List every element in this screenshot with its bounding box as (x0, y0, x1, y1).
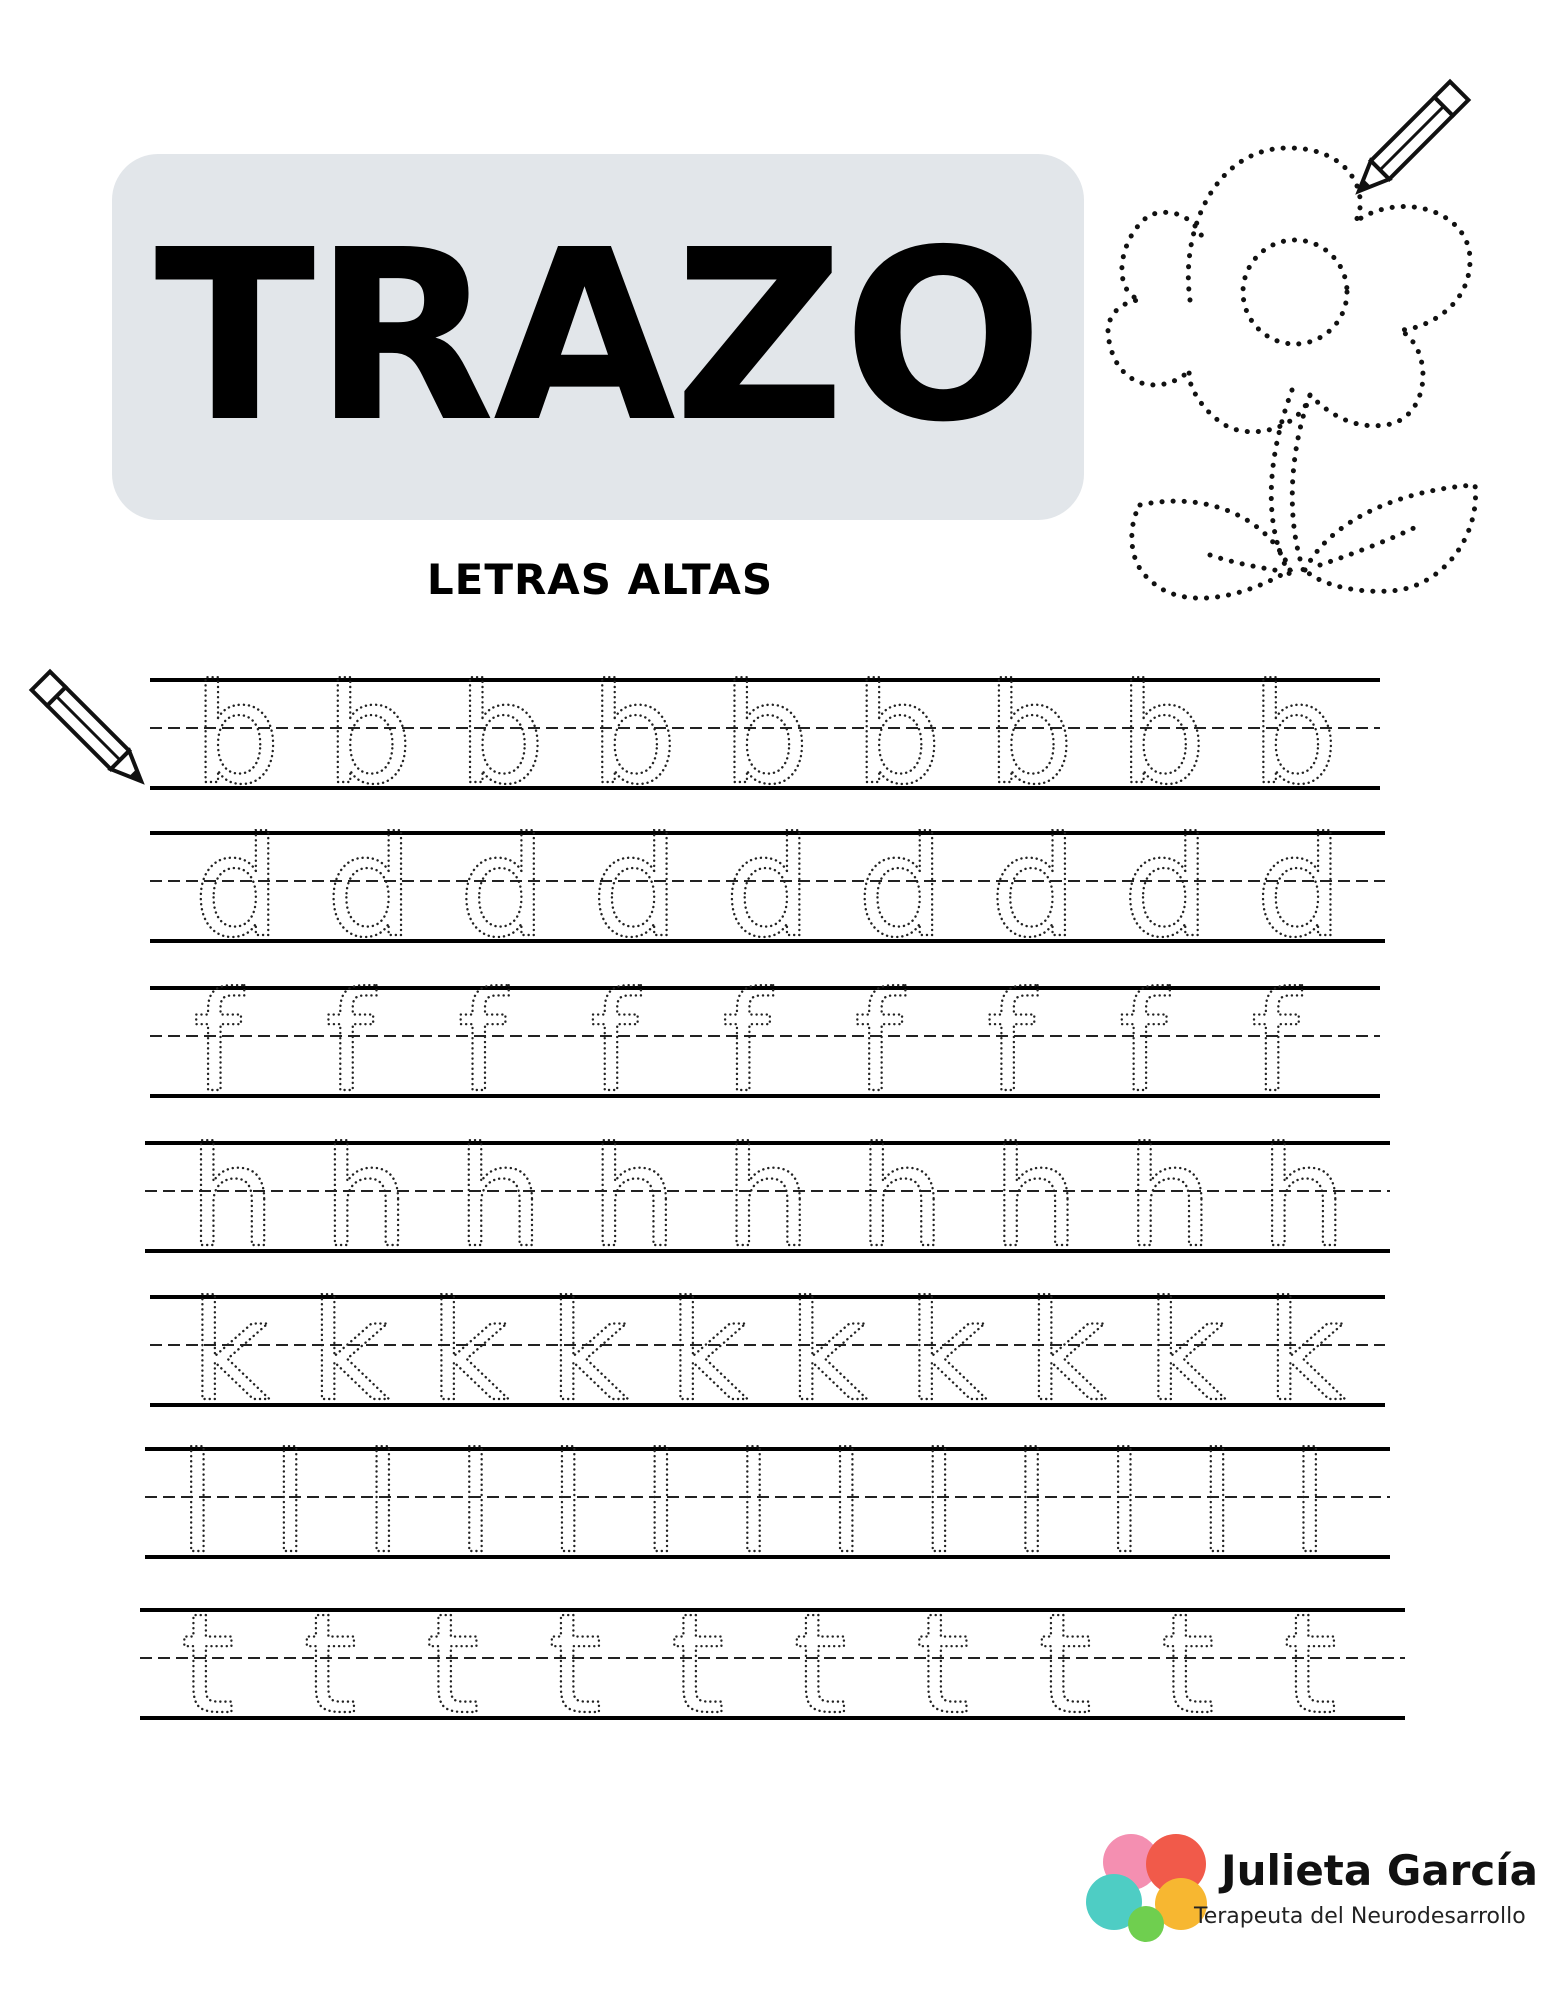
trace-letter-b[interactable]: b (589, 654, 678, 815)
trace-letter-t[interactable]: t (915, 1584, 970, 1745)
trace-letter-t[interactable]: t (1038, 1584, 1093, 1745)
practice-row-l (145, 1423, 1390, 1584)
brand-name: Julieta García (1221, 1846, 1539, 1895)
trace-letter-d[interactable]: d (724, 807, 812, 968)
trace-letter-t[interactable]: t (670, 1584, 725, 1745)
trace-letter-l[interactable]: l (456, 1423, 495, 1584)
trace-letter-d[interactable]: d (193, 807, 281, 968)
trace-letter-h[interactable]: h (590, 1117, 678, 1278)
puzzle-brain-logo (1076, 1832, 1216, 1952)
trace-letter-f[interactable]: f (721, 962, 771, 1123)
trace-letter-k[interactable]: k (906, 1271, 987, 1432)
trace-letter-k[interactable]: k (428, 1271, 509, 1432)
trace-letter-l[interactable]: l (827, 1423, 866, 1584)
trace-letter-k[interactable]: k (1145, 1271, 1226, 1432)
trace-letter-k[interactable]: k (1265, 1271, 1346, 1432)
trace-letter-l[interactable]: l (1105, 1423, 1144, 1584)
trace-letter-t[interactable]: t (793, 1584, 848, 1745)
practice-row-k (150, 1271, 1385, 1432)
trace-letter-d[interactable]: d (1255, 807, 1344, 968)
practice-row-f (150, 962, 1380, 1123)
trace-letter-l[interactable]: l (1197, 1423, 1237, 1584)
brand-tagline: Terapeuta del Neurodesarrollo (1194, 1904, 1526, 1929)
trace-letter-d[interactable]: d (1122, 807, 1211, 968)
trace-letter-t[interactable]: t (180, 1584, 235, 1745)
trace-letter-h[interactable]: h (322, 1117, 410, 1278)
trace-letter-l[interactable]: l (641, 1423, 680, 1584)
trace-letter-f[interactable]: f (1118, 962, 1168, 1123)
brand-footer (1076, 1832, 1539, 1972)
trace-letter-t[interactable]: t (1160, 1584, 1215, 1745)
trace-letter-k[interactable]: k (309, 1271, 390, 1432)
trace-letter-b[interactable]: b (721, 654, 810, 815)
trace-letter-l[interactable]: l (178, 1423, 217, 1584)
trace-letter-d[interactable]: d (591, 807, 680, 968)
trace-letter-t[interactable]: t (548, 1584, 603, 1745)
trace-letter-b[interactable]: b (1250, 654, 1339, 815)
trace-letter-k[interactable]: k (548, 1271, 629, 1432)
trace-letter-t[interactable]: t (425, 1584, 480, 1745)
trace-letter-t[interactable]: t (303, 1584, 358, 1745)
trace-letter-t[interactable]: t (1283, 1584, 1338, 1745)
trace-letter-b[interactable]: b (193, 654, 281, 815)
trace-letter-f[interactable]: f (193, 962, 242, 1123)
trace-letter-d[interactable]: d (857, 807, 945, 968)
practice-row-b (150, 654, 1380, 815)
trace-letter-d[interactable]: d (989, 807, 1078, 968)
trace-letter-d[interactable]: d (458, 807, 547, 968)
trace-letter-l[interactable]: l (734, 1423, 773, 1584)
trace-letter-l[interactable]: l (548, 1423, 588, 1584)
trace-letter-h[interactable]: h (857, 1117, 946, 1278)
trace-letter-f[interactable]: f (986, 962, 1035, 1123)
trace-letter-f[interactable]: f (325, 962, 374, 1123)
trace-letter-h[interactable]: h (724, 1117, 812, 1278)
trace-letter-b[interactable]: b (325, 654, 413, 815)
trace-letter-l[interactable]: l (1290, 1423, 1329, 1584)
trace-letter-k[interactable]: k (667, 1271, 748, 1432)
trace-letter-h[interactable]: h (1125, 1117, 1214, 1278)
trace-letter-k[interactable]: k (1026, 1271, 1107, 1432)
trace-letter-l[interactable]: l (363, 1423, 402, 1584)
trace-letter-h[interactable]: h (456, 1117, 544, 1278)
trace-letter-f[interactable]: f (854, 962, 903, 1123)
practice-row-t (140, 1584, 1405, 1745)
practice-row-d (150, 807, 1385, 968)
trace-letter-b[interactable]: b (854, 654, 942, 815)
page-subtitle: LETRAS ALTAS (426, 555, 774, 604)
trace-letter-f[interactable]: f (589, 962, 639, 1123)
trace-letter-l[interactable]: l (270, 1423, 310, 1584)
trace-letter-f[interactable]: f (1250, 962, 1300, 1123)
trace-letter-l[interactable]: l (1012, 1423, 1051, 1584)
trace-letter-h[interactable]: h (188, 1117, 276, 1278)
trace-letter-k[interactable]: k (787, 1271, 868, 1432)
trace-letter-b[interactable]: b (457, 654, 546, 815)
page-title: TRAZO (154, 199, 1042, 474)
trace-letter-f[interactable]: f (457, 962, 507, 1123)
trace-letter-b[interactable]: b (986, 654, 1074, 815)
trace-letter-h[interactable]: h (1259, 1117, 1348, 1278)
trace-letter-h[interactable]: h (991, 1117, 1080, 1278)
trace-letter-k[interactable]: k (189, 1271, 270, 1432)
trace-letter-d[interactable]: d (325, 807, 414, 968)
trace-letter-b[interactable]: b (1118, 654, 1207, 815)
practice-row-h (145, 1117, 1390, 1278)
trace-letter-l[interactable]: l (919, 1423, 959, 1584)
